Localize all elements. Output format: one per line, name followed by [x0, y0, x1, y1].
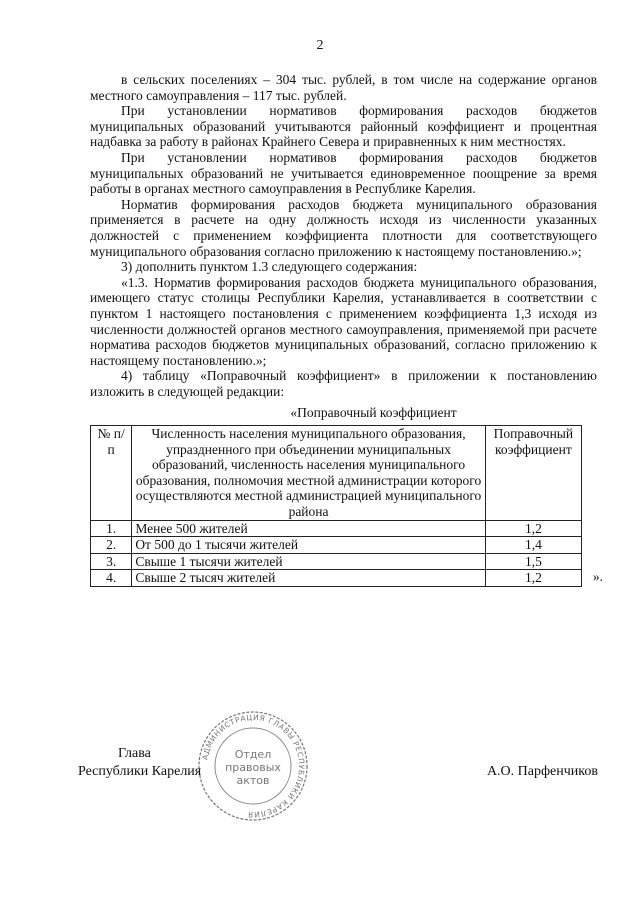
signatory-name: А.О. Парфенчиков: [486, 764, 598, 779]
department-stamp: [197, 710, 309, 822]
table-title: «Поправочный коэффициент: [290, 405, 457, 421]
row-population: Свыше 1 тысячи жителей: [132, 553, 485, 570]
table-row: [91, 553, 582, 570]
row-coefficient: 1,5: [485, 553, 581, 570]
paragraph-bonus-exclusion: При установлении нормативов формирования расходов бюджетов муниципальных образований не учитывается единовременное поощрение за время работы в органах местного самоуправления в Республике Карелия.: [90, 149, 597, 197]
header-number: № п/п: [91, 426, 132, 521]
list-item-3: 3) дополнить пунктом 1.3 следующего содержания:: [121, 259, 418, 275]
row-number: 4.: [91, 570, 132, 587]
row-population: Свыше 2 тысяч жителей: [132, 570, 485, 587]
coefficient-table-wrapper: [90, 425, 603, 587]
header-coefficient: Поправочный коэффициент: [485, 426, 581, 521]
row-coefficient: 1,4: [485, 537, 581, 554]
table-closing-quote: ».: [592, 569, 603, 585]
signature-title-line-1: Глава: [118, 746, 151, 761]
stamp-ring-text: АДМИНИСТРАЦИЯ ГЛАВЫ РЕСПУБЛИКИ КАРЕЛИЯ: [200, 712, 307, 820]
stamp-center-line-3: актов: [236, 774, 270, 787]
paragraph-density-coefficient: Норматив формирования расходов бюджета муниципального образования применяется в расчете на одну должность исходя из численности указанных должностей с применением коэффициента плотности для соответствующего муниципального образования согласно приложению к настоящему постановлению.»;: [90, 196, 597, 259]
row-population: Менее 500 жителей: [132, 520, 485, 537]
header-population: Численность населения муниципального образования, упраздненного при объединении муниципальных образований, численность населения муниципального образования, полномочия местной администрации которого осуществляются местной администрацией муниципального района: [132, 426, 485, 521]
stamp-center-line-2: правовых: [225, 761, 281, 774]
row-number: 3.: [91, 553, 132, 570]
document-body: [90, 72, 603, 587]
coefficient-table: [90, 425, 582, 587]
list-item-4: 4) таблицу «Поправочный коэффициент» в приложении к постановлению изложить в следующей редакции:: [90, 368, 597, 399]
signature-title-line-2: Республики Карелия: [78, 764, 202, 779]
stamp-center-line-1: Отдел: [234, 748, 272, 761]
paragraph-clause-1-3: «1.3. Норматив формирования расходов бюджета муниципального образования, имеющего статус столицы Республики Карелия, устанавливается в соответствии с пунктом 1 настоящего постановления с применением коэффициента 1,3 исходя из численности должностей органов местного самоуправления, применяемой при расчете норматива расходов бюджетов муниципальных образований, согласно приложению к настоящему постановлению.»;: [90, 274, 597, 368]
row-number: 1.: [91, 520, 132, 537]
paragraph-regional-coefficient: При установлении нормативов формирования расходов бюджетов муниципальных образований учитываются районный коэффициент и процентная надбавка за работу в районах Крайнего Севера и приравненных к ним местностях.: [90, 103, 597, 150]
row-population: От 500 до 1 тысячи жителей: [132, 537, 485, 554]
page-number: 2: [316, 38, 324, 53]
row-coefficient: 1,2: [485, 570, 581, 587]
row-coefficient: 1,2: [485, 520, 581, 537]
paragraph-rural-settlements: в сельских поселениях – 304 тыс. рублей, в том числе на содержание органов местного самоуправления – 117 тыс. рублей.: [90, 72, 597, 103]
table-row: [91, 520, 582, 537]
table-row: [91, 537, 582, 554]
row-number: 2.: [91, 537, 132, 554]
table-header-row: [91, 426, 582, 521]
table-row: [91, 570, 582, 587]
